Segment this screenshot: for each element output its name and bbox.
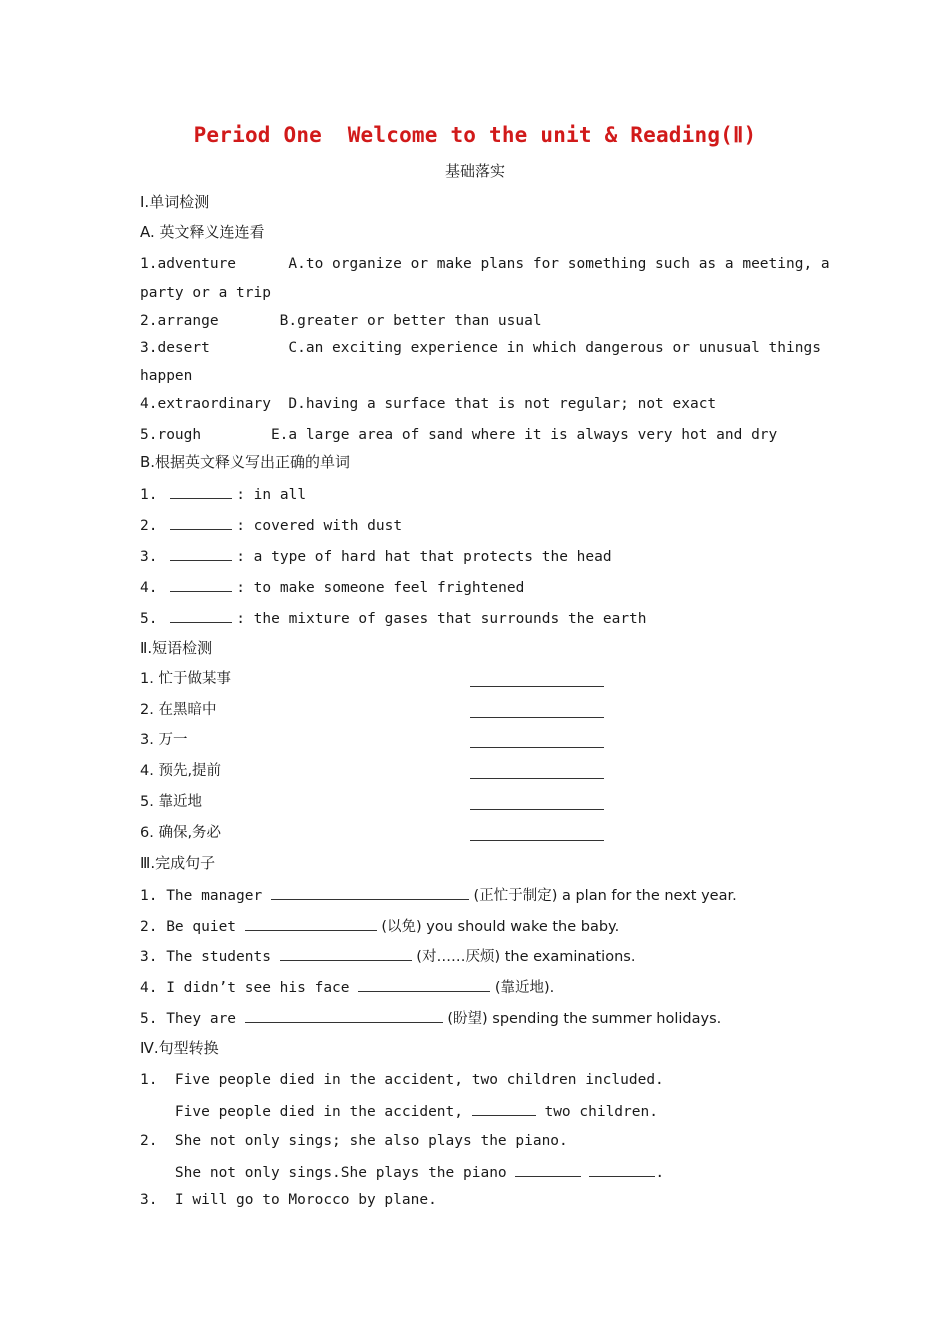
- partB-heading: B.根据英文释义写出正确的单词: [140, 453, 351, 471]
- sentence-item: [140, 916, 619, 937]
- sentence-text: .: [655, 1165, 665, 1181]
- transform-answer: [140, 1101, 658, 1122]
- answer-blank[interactable]: [470, 839, 604, 841]
- partA-line: happen: [140, 368, 193, 384]
- answer-blank[interactable]: [271, 885, 469, 900]
- phrase-item: 1. 忙于做某事: [140, 671, 231, 687]
- partA-line: 5.rough E.a large area of sand where it is always very hot and dry: [140, 427, 778, 443]
- partA-line: 4.extraordinary D.having a surface that is not regular; not exact: [140, 396, 717, 412]
- answer-blank[interactable]: [472, 1101, 536, 1116]
- sentence-text: She not only sings.She plays the piano: [140, 1165, 516, 1181]
- sentence-text: 1. The manager: [140, 888, 271, 904]
- sentence-text: (正忙于制定) a plan for the next year.: [468, 888, 737, 904]
- answer-blank[interactable]: [170, 515, 232, 530]
- sentence-text: (以免) you should wake the baby.: [376, 919, 620, 935]
- partA-line: 1.adventure A.to organize or make plans for something such as a meeting, a: [140, 256, 830, 272]
- section1-heading: Ⅰ.单词检测: [140, 193, 210, 211]
- sentence-text: (靠近地).: [490, 980, 555, 996]
- answer-blank[interactable]: [470, 808, 604, 810]
- section4-heading: Ⅳ.句型转换: [140, 1039, 219, 1057]
- partA-line: 2.arrange B.greater or better than usual: [140, 313, 542, 329]
- transform-question: 2. She not only sings; she also plays the piano.: [140, 1133, 568, 1149]
- answer-blank[interactable]: [170, 484, 232, 499]
- partB-item: 5. : the mixture of gases that surrounds the earth: [140, 608, 647, 629]
- page-title: Period One Welcome to the unit & Reading(Ⅱ): [193, 123, 757, 147]
- transform-question: 1. Five people died in the accident, two children included.: [140, 1072, 664, 1088]
- answer-blank[interactable]: [470, 685, 604, 687]
- partB-item: 3. : a type of hard hat that protects the head: [140, 546, 612, 567]
- sentence-text: 2. Be quiet: [140, 919, 245, 935]
- sentence-item: [140, 885, 737, 906]
- item-definition: in all: [253, 487, 307, 503]
- sentence-text: two children.: [535, 1104, 658, 1120]
- sentence-item: [140, 946, 635, 967]
- partB-item: 4. : to make someone feel frightened: [140, 577, 524, 598]
- item-number: 2.: [140, 518, 158, 534]
- page-subtitle: 基础落实: [444, 162, 505, 180]
- answer-blank[interactable]: [170, 546, 232, 561]
- section3-heading: Ⅲ.完成句子: [140, 854, 216, 872]
- sentence-item: [140, 1008, 721, 1029]
- sentence-text: Five people died in the accident,: [140, 1104, 472, 1120]
- answer-blank[interactable]: [470, 777, 604, 779]
- item-definition: the mixture of gases that surrounds the earth: [253, 611, 647, 627]
- phrase-item: 5. 靠近地: [140, 794, 202, 810]
- item-definition: a type of hard hat that protects the head: [253, 549, 612, 565]
- partA-line: 3.desert C.an exciting experience in which dangerous or unusual things: [140, 340, 821, 356]
- sentence-item: [140, 977, 554, 998]
- item-number: 4.: [140, 580, 158, 596]
- partA-line: party or a trip: [140, 285, 271, 301]
- phrase-item: 6. 确保,务必: [140, 825, 222, 841]
- partB-item: 2. : covered with dust: [140, 515, 402, 536]
- item-definition: to make someone feel frightened: [253, 580, 525, 596]
- phrase-item: 3. 万一: [140, 732, 188, 748]
- item-number: 5.: [140, 611, 158, 627]
- partB-item: 1. : in all: [140, 484, 306, 505]
- item-number: 3.: [140, 549, 158, 565]
- answer-blank[interactable]: [170, 608, 232, 623]
- phrase-item: 4. 预先,提前: [140, 763, 222, 779]
- sentence-text: 4. I didn’t see his face: [140, 980, 359, 996]
- section2-heading: Ⅱ.短语检测: [140, 639, 213, 657]
- sentence-text: (对……厌烦) the examinations.: [411, 949, 636, 965]
- answer-blank[interactable]: [245, 1008, 443, 1023]
- answer-blank[interactable]: [470, 716, 604, 718]
- sentence-text: 3. The students: [140, 949, 280, 965]
- transform-question: 3. I will go to Morocco by plane.: [140, 1192, 437, 1208]
- answer-blank[interactable]: [245, 916, 377, 931]
- sentence-text: 5. They are: [140, 1011, 245, 1027]
- item-definition: covered with dust: [253, 518, 403, 534]
- answer-blank[interactable]: [170, 577, 232, 592]
- answer-blank[interactable]: [280, 946, 412, 961]
- answer-blank[interactable]: [589, 1162, 655, 1177]
- item-number: 1.: [140, 487, 158, 503]
- answer-blank[interactable]: [358, 977, 490, 992]
- sentence-text: (盼望) spending the summer holidays.: [442, 1011, 722, 1027]
- phrase-item: 2. 在黑暗中: [140, 702, 217, 718]
- answer-blank[interactable]: [470, 746, 604, 748]
- partA-heading: A. 英文释义连连看: [140, 223, 265, 241]
- transform-answer: [140, 1162, 664, 1183]
- answer-blank[interactable]: [515, 1162, 581, 1177]
